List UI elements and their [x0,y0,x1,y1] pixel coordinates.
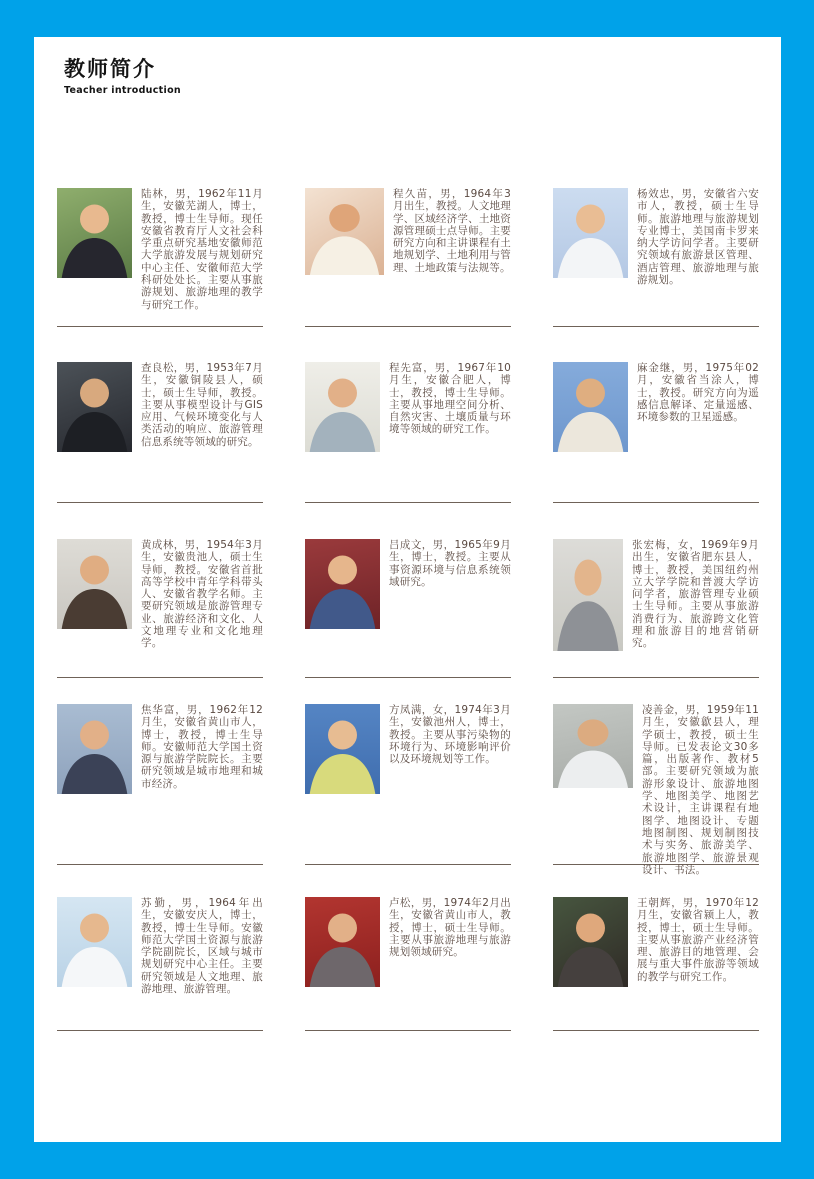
teacher-bio: 杨效忠，男，安徽省六安市人，教授，硕士生导师。旅游地理与旅游规划专业博士，美国南卡罗来纳大学访问学者。主要研究领域有旅游景区管理、酒店管理、旅游地理与旅游规划。 [637,188,759,287]
teacher-bio: 程久苗，男，1964年3月出生，教授。人文地理学、区域经济学、土地资源管理硕士点导师。主要研究方向和主讲课程有土地规划学、土地利用与管理、土地政策与法规等。 [393,188,511,274]
teacher-card [305,327,511,503]
person-silhouette-icon [305,897,380,987]
teachers-grid [57,188,759,1031]
teacher-card-body [553,897,759,987]
teacher-bio: 卢松，男，1974年2月出生，安徽省黄山市人，教授，博士，硕士生导师。主要从事旅游地理与旅游规划领域研究。 [389,897,511,959]
teacher-photo [305,897,380,987]
teacher-bio: 方凤满，女，1974年3月生，安徽池州人，博士，教授。主要从事污染物的环境行为、环境影响评价以及环境规划等工作。 [389,704,511,766]
person-silhouette-icon [553,704,633,788]
teacher-bio: 吕成文，男，1965年9月生，博士，教授。主要从事资源环境与信息系统领域研究。 [389,539,511,588]
person-silhouette-icon [57,897,132,987]
teacher-card [57,327,263,503]
person-silhouette-icon [553,539,623,651]
teacher-photo [305,362,380,452]
teacher-card [553,188,759,327]
teacher-photo [305,539,380,629]
teacher-bio: 麻金继，男，1975年02月，安徽省当涂人，博士，教授。研究方向为遥感信息解译、定量遥感、环境参数的卫星遥感。 [637,362,759,424]
teacher-photo [305,188,384,275]
teacher-bio: 查良松，男，1953年7月生，安徽铜陵县人，硕士，硕士生导师，教授。主要从事模型设计与GIS应用、气候环境变化与人类活动的响应、旅游管理信息系统等领域的研究。 [141,362,263,448]
teacher-photo [553,362,628,452]
person-silhouette-icon [57,539,132,629]
teacher-card [57,865,263,1031]
teacher-bio: 王朝辉，男，1970年12月生，安徽省颍上人，教授，博士，硕士生导师。主要从事旅游产业经济管理、旅游目的地管理、会展与重大事件旅游等领域的教学与研究工作。 [637,897,759,983]
person-silhouette-icon [57,362,132,452]
teacher-photo [553,704,633,788]
teacher-photo [305,704,380,794]
teacher-photo [553,188,628,278]
teacher-card [57,503,263,678]
teacher-card [553,865,759,1031]
person-silhouette-icon [305,539,380,629]
teacher-bio: 黄成林，男，1954年3月生，安徽贵池人，硕士生导师，教授。安徽省首批高等学校中青年学科带头人、安徽省教学名师。主要研究领域是旅游管理专业、旅游经济和文化、人文地理专业和文化地理学。 [141,539,263,650]
teacher-card [553,678,759,876]
teacher-card [305,865,511,1031]
teacher-card-body [57,704,263,794]
teacher-bio: 程先富，男，1967年10月生，安徽合肥人，博士，教授，博士生导师。主要从事地理空间分析、自然灾害、土壤质量与环境等领域的研究工作。 [389,362,511,436]
teacher-card-body [553,362,759,452]
person-silhouette-icon [305,362,380,452]
teacher-photo [57,188,132,278]
teacher-card-body [305,539,511,629]
person-silhouette-icon [553,362,628,452]
person-silhouette-icon [57,704,132,794]
page-title: 教师简介 [64,57,156,81]
teacher-card-body [553,539,759,651]
teacher-card-body [57,362,263,452]
person-silhouette-icon [57,188,132,278]
teacher-photo [57,362,132,452]
teacher-card-body [305,704,511,794]
teacher-card [553,503,759,678]
teacher-bio: 陆林，男，1962年11月生，安徽芜湖人，博士，教授，博士生导师。现任安徽省教育厅人文社会科学重点研究基地安徽师范大学旅游发展与规划研究中心主任、安徽师范大学科研处处长。主要从事旅游规划、旅游地理的教学与研究工作。 [141,188,263,311]
teacher-bio: 张宏梅，女，1969年9月出生，安徽省肥东县人，博士，教授，美国纽约州立大学学院和普渡大学访问学者，旅游管理专业硕士生导师。主要从事旅游消费行为、旅游跨文化管理和旅游目的地营销研究。 [632,539,759,650]
teacher-card [305,678,511,865]
teacher-card-body [57,539,263,650]
teacher-card [305,188,511,327]
teacher-card [57,678,263,865]
teacher-photo [57,539,132,629]
teacher-photo [553,539,623,651]
teacher-card-body [305,188,511,275]
teacher-card [553,327,759,503]
teacher-card [57,188,263,327]
teacher-photo [553,897,628,987]
person-silhouette-icon [305,704,380,794]
page-header [64,53,181,96]
teacher-card-body [553,704,759,876]
teacher-card-body [57,897,263,995]
page [34,37,781,1142]
teacher-bio: 焦华富，男，1962年12月生，安徽省黄山市人，博士，教授，博士生导师。安徽师范大学国土资源与旅游学院院长。主要研究领域是城市地理和城市经济。 [141,704,263,790]
teacher-photo [57,704,132,794]
teacher-card-body [553,188,759,286]
teacher-card-body [305,362,511,452]
teacher-photo [57,897,132,987]
person-silhouette-icon [553,897,628,987]
teacher-card-body [57,188,263,311]
teacher-bio: 凌善金，男，1959年11月生，安徽歙县人，理学硕士，教授，硕士生导师。已发表论文30多篇，出版著作、教材5部。主要研究领域为旅游形象设计、旅游地图学、地图美学、地图艺术设计，主讲课程有地图学、地图设计、专题地图制图、规划制图技术与实务、旅游美学、旅游地图学、旅游景观设计、书法。 [642,704,759,876]
teacher-bio: 苏勤，男，1964年出生，安徽安庆人，博士，教授，博士生导师。安徽师范大学国土资源与旅游学院副院长，区域与城市规划研究中心主任。主要研究领域是人文地理、旅游地理、旅游管理。 [141,897,263,996]
person-silhouette-icon [553,188,628,278]
page-subtitle: Teacher introduction [64,85,181,96]
teacher-card-body [305,897,511,987]
person-silhouette-icon [305,188,384,275]
teacher-card [305,503,511,678]
